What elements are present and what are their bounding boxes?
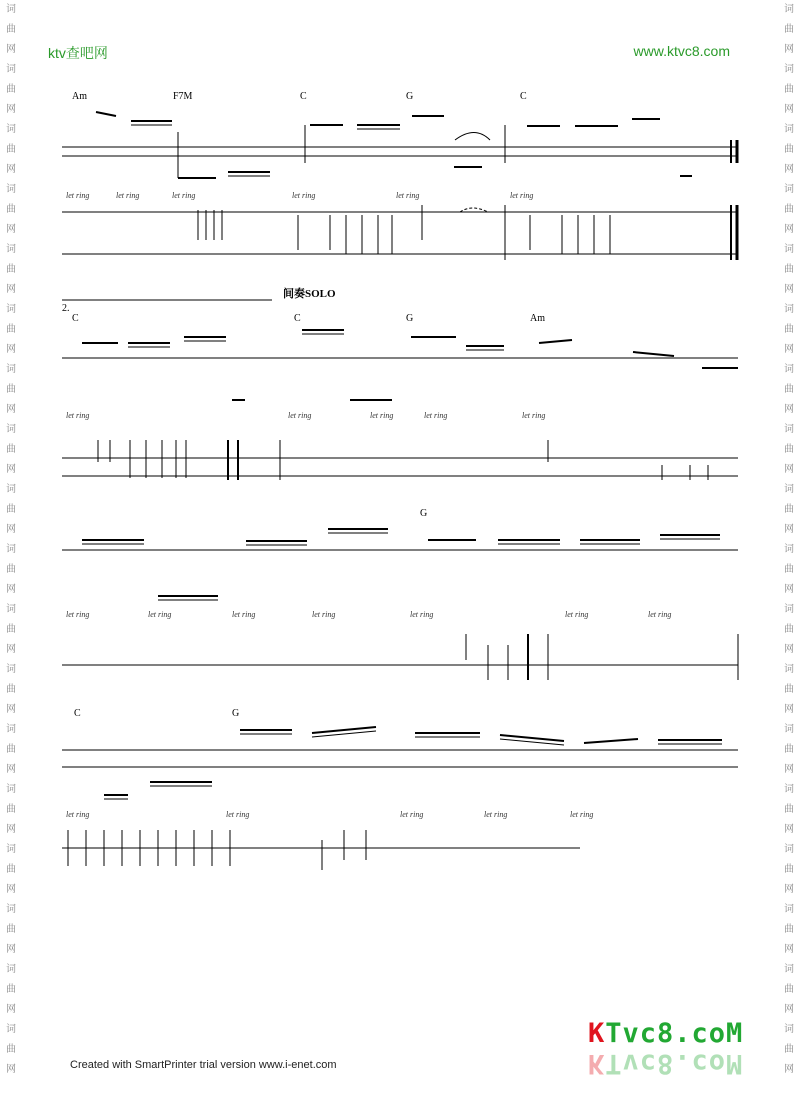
watermark-char: 词 (6, 4, 16, 15)
watermark-char: 词 (6, 604, 16, 615)
watermark-char: 网 (6, 104, 16, 115)
watermark-char: 网 (784, 284, 794, 295)
watermark-char: 曲 (784, 204, 794, 215)
watermark-char: 词 (784, 964, 794, 975)
watermark-char: 网 (6, 224, 16, 235)
watermark-char: 词 (784, 304, 794, 315)
watermark-char: 曲 (6, 264, 16, 275)
watermark-char: 曲 (784, 624, 794, 635)
watermark-char: 词 (784, 64, 794, 75)
watermark-char: 网 (784, 824, 794, 835)
let-ring-marker: let ring (66, 411, 90, 420)
let-ring-marker: let ring (396, 191, 420, 200)
let-ring-marker: let ring (232, 610, 256, 619)
chord-label: G (406, 91, 414, 102)
watermark-char: 网 (784, 764, 794, 775)
ktvc8-logo: KTvc8.coM KTvc8.coM (588, 1018, 744, 1079)
watermark-char: 网 (6, 584, 16, 595)
watermark-char: 网 (784, 1064, 794, 1075)
chord-label: Am (72, 91, 87, 102)
watermark-char: 词 (784, 244, 794, 255)
watermark-char: 曲 (6, 564, 16, 575)
ending-number: 2. (62, 303, 70, 314)
let-ring-marker: let ring (570, 810, 594, 819)
watermark-char: 曲 (784, 84, 794, 95)
watermark-char: 词 (784, 604, 794, 615)
watermark-char: 网 (784, 524, 794, 535)
watermark-char: 曲 (784, 744, 794, 755)
watermark-char: 词 (6, 1024, 16, 1035)
let-ring-marker: let ring (66, 191, 90, 200)
watermark-char: 网 (784, 584, 794, 595)
watermark-char: 曲 (784, 804, 794, 815)
watermark-char: 词 (6, 184, 16, 195)
watermark-char: 词 (784, 664, 794, 675)
let-ring-marker: let ring (172, 191, 196, 200)
watermark-char: 词 (6, 484, 16, 495)
watermark-char: 曲 (6, 1044, 16, 1055)
watermark-char: 网 (6, 704, 16, 715)
watermark-char: 词 (6, 304, 16, 315)
watermark-char: 词 (784, 844, 794, 855)
watermark-char: 网 (6, 404, 16, 415)
watermark-char: 曲 (6, 24, 16, 35)
chord-label: F7M (173, 91, 193, 102)
let-ring-marker: let ring (400, 810, 424, 819)
watermark-char: 网 (784, 944, 794, 955)
watermark-char: 词 (784, 484, 794, 495)
let-ring-marker: let ring (116, 191, 140, 200)
watermark-char: 曲 (784, 504, 794, 515)
watermark-char: 曲 (6, 504, 16, 515)
watermark-char: 词 (6, 544, 16, 555)
watermark-char: 网 (784, 404, 794, 415)
watermark-char: 网 (784, 1004, 794, 1015)
watermark-char: 网 (6, 1064, 16, 1075)
watermark-char: 网 (6, 884, 16, 895)
chord-label: C (294, 313, 301, 324)
watermark-char: 词 (6, 424, 16, 435)
section-label: 间奏SOLO (283, 288, 336, 300)
watermark-char: 曲 (6, 144, 16, 155)
let-ring-marker: let ring (410, 610, 434, 619)
watermark-char: 词 (6, 724, 16, 735)
system-4-notation (62, 727, 738, 870)
watermark-char: 网 (6, 1004, 16, 1015)
watermark-char: 词 (6, 64, 16, 75)
watermark-char: 网 (6, 344, 16, 355)
watermark-char: 词 (6, 844, 16, 855)
let-ring-marker: let ring (424, 411, 448, 420)
watermark-char: 词 (784, 544, 794, 555)
watermark-char: 词 (784, 4, 794, 15)
watermark-char: 网 (6, 824, 16, 835)
watermark-char: 曲 (6, 204, 16, 215)
let-ring-marker: let ring (66, 810, 90, 819)
watermark-char: 网 (784, 104, 794, 115)
let-ring-marker: let ring (66, 610, 90, 619)
watermark-char: 网 (6, 644, 16, 655)
let-ring-marker: let ring (484, 810, 508, 819)
watermark-char: 曲 (784, 24, 794, 35)
watermark-char: 曲 (784, 144, 794, 155)
watermark-char: 曲 (784, 384, 794, 395)
chord-label: C (72, 313, 79, 324)
watermark-char: 词 (784, 424, 794, 435)
watermark-char: 网 (6, 164, 16, 175)
chord-label: C (74, 708, 81, 719)
system-3-notation (62, 529, 738, 680)
watermark-char: 曲 (784, 984, 794, 995)
watermark-char: 曲 (6, 444, 16, 455)
site-name: ktv查吧网 (48, 45, 108, 61)
watermark-char: 曲 (784, 264, 794, 275)
let-ring-marker: let ring (226, 810, 250, 819)
system-1-notation (62, 112, 738, 260)
watermark-char: 网 (784, 44, 794, 55)
chord-label: G (406, 313, 414, 324)
watermark-char: 网 (6, 284, 16, 295)
watermark-char: 曲 (6, 384, 16, 395)
watermark-char: 曲 (6, 984, 16, 995)
watermark-char: 词 (784, 1024, 794, 1035)
let-ring-marker: let ring (312, 610, 336, 619)
site-url: www.ktvc8.com (633, 43, 730, 59)
watermark-char: 词 (6, 784, 16, 795)
watermark-char: 词 (6, 364, 16, 375)
watermark-char: 词 (784, 724, 794, 735)
watermark-char: 曲 (784, 444, 794, 455)
watermark-char: 网 (784, 464, 794, 475)
watermark-char: 网 (6, 764, 16, 775)
watermark-char: 词 (6, 244, 16, 255)
watermark-char: 曲 (6, 84, 16, 95)
watermark-char: 词 (784, 124, 794, 135)
chord-label: C (300, 91, 307, 102)
watermark-char: 网 (6, 44, 16, 55)
watermark-char: 曲 (784, 684, 794, 695)
chord-label: C (520, 91, 527, 102)
let-ring-marker: let ring (565, 610, 589, 619)
watermark-char: 曲 (6, 924, 16, 935)
let-ring-marker: let ring (370, 411, 394, 420)
watermark-char: 词 (6, 124, 16, 135)
watermark-char: 词 (6, 904, 16, 915)
watermark-char: 网 (784, 704, 794, 715)
watermark-char: 词 (784, 904, 794, 915)
watermark-char: 词 (784, 784, 794, 795)
watermark-char: 曲 (6, 624, 16, 635)
watermark-char: 曲 (784, 864, 794, 875)
watermark-char: 网 (784, 644, 794, 655)
let-ring-marker: let ring (648, 610, 672, 619)
watermark-char: 词 (6, 664, 16, 675)
watermark-char: 网 (784, 884, 794, 895)
watermark-char: 网 (784, 344, 794, 355)
watermark-char: 网 (784, 164, 794, 175)
footer-credit: Created with SmartPrinter trial version www.i-enet.com (70, 1059, 337, 1071)
watermark-char: 曲 (6, 684, 16, 695)
watermark-char: 曲 (6, 324, 16, 335)
watermark-char: 曲 (784, 924, 794, 935)
watermark-char: 曲 (784, 324, 794, 335)
watermark-char: 网 (784, 224, 794, 235)
watermark-char: 曲 (6, 864, 16, 875)
watermark-char: 词 (784, 184, 794, 195)
watermark-char: 曲 (784, 564, 794, 575)
watermark-char: 网 (6, 464, 16, 475)
watermark-char: 词 (6, 964, 16, 975)
chord-label: G (232, 708, 240, 719)
watermark-char: 曲 (784, 1044, 794, 1055)
chord-label: G (420, 508, 428, 519)
watermark-char: 网 (6, 524, 16, 535)
watermark-char: 曲 (6, 744, 16, 755)
system-2-notation (62, 300, 738, 480)
let-ring-marker: let ring (288, 411, 312, 420)
let-ring-marker: let ring (510, 191, 534, 200)
let-ring-marker: let ring (522, 411, 546, 420)
let-ring-marker: let ring (148, 610, 172, 619)
let-ring-marker: let ring (292, 191, 316, 200)
chord-label: Am (530, 313, 545, 324)
watermark-char: 曲 (6, 804, 16, 815)
watermark-char: 网 (6, 944, 16, 955)
watermark-char: 词 (784, 364, 794, 375)
